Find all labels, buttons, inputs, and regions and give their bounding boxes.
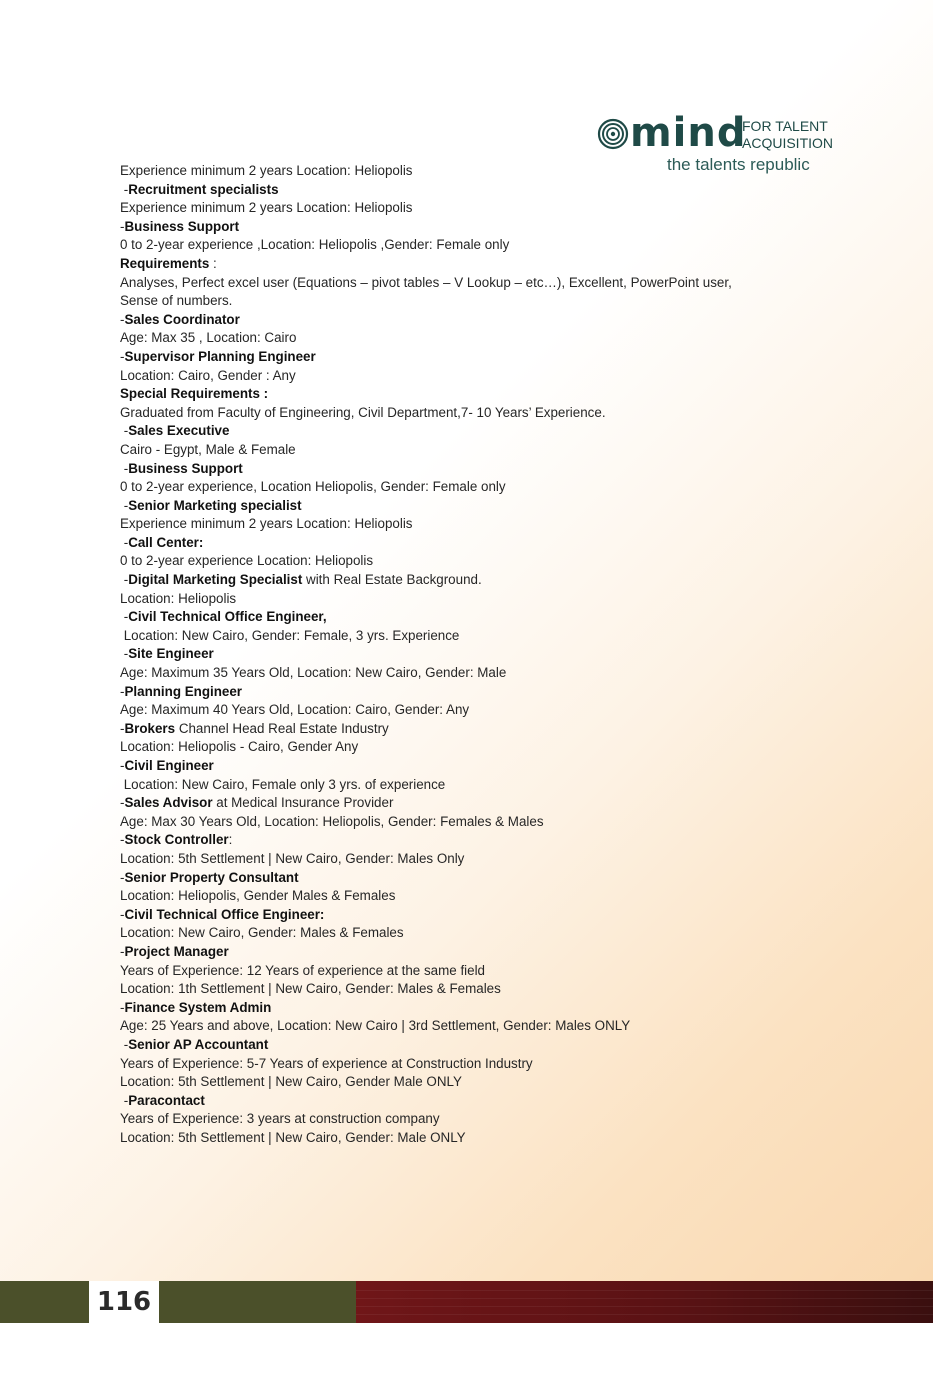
listing-heading-line [120, 255, 840, 274]
listing-heading-line [120, 1036, 840, 1055]
listing-detail-line [120, 515, 840, 534]
bullet-dash: - [120, 758, 125, 773]
job-title: Business Support [124, 218, 240, 234]
footer-stripe [356, 1314, 933, 1315]
job-title: Civil Technical Office Engineer, [128, 609, 327, 625]
job-title: Project Manager [124, 943, 229, 959]
listing-heading-line [120, 869, 840, 888]
detail-text: Location: 5th Settlement | New Cairo, Gender: Males Only [120, 850, 465, 866]
bullet-dash: - [120, 534, 129, 550]
detail-text: Location: New Cairo, Gender: Female, 3 yrs. Experience [120, 627, 460, 643]
listing-detail-line [120, 367, 840, 386]
job-title: Senior Property Consultant [124, 869, 299, 885]
listing-detail-line [120, 627, 840, 646]
bullet-dash: - [120, 1092, 129, 1108]
listing-heading-line [120, 645, 840, 664]
title-suffix: : [209, 255, 217, 271]
bullet-dash: - [120, 683, 125, 699]
listing-detail-line [120, 404, 840, 423]
listing-heading-line [120, 497, 840, 516]
bullet-dash: - [120, 943, 125, 959]
detail-text: Age: Maximum 35 Years Old, Location: New Cairo, Gender: Male [120, 665, 507, 681]
bullet-dash: - [120, 181, 129, 197]
listing-heading-line [120, 794, 840, 813]
listing-detail-line [120, 292, 840, 311]
detail-text: Experience minimum 2 years Location: Heliopolis [120, 200, 413, 216]
job-title: Recruitment specialists [128, 181, 279, 197]
bullet-dash: - [120, 906, 125, 922]
bullet-dash: - [120, 869, 125, 885]
detail-text: Experience minimum 2 years Location: Heliopolis [120, 516, 413, 532]
listing-heading-line [120, 311, 840, 330]
job-title: Civil Technical Office Engineer: [124, 906, 325, 922]
detail-text: 0 to 2-year experience Location: Heliopolis [120, 553, 374, 569]
detail-text: 0 to 2-year experience ,Location: Heliopolis ,Gender: Female only [120, 237, 510, 253]
detail-text: Experience minimum 2 years Location: Heliopolis [120, 163, 413, 178]
detail-text: Sense of numbers. [120, 293, 233, 309]
detail-text: Location: 5th Settlement | New Cairo, Gender: Male ONLY [120, 1129, 466, 1145]
listing-heading-line [120, 999, 840, 1018]
bullet-dash: - [120, 720, 125, 736]
page-number: 116 [89, 1281, 159, 1323]
job-listings [120, 162, 840, 1147]
listing-detail-line [120, 478, 840, 497]
listing-detail-line [120, 738, 840, 757]
detail-text: Location: Heliopolis, Gender Males & Females [120, 888, 396, 904]
listing-detail-line [120, 1110, 840, 1129]
bullet-dash: - [120, 832, 125, 848]
listing-heading-line [120, 571, 840, 590]
detail-text: Location: 1th Settlement | New Cairo, Gender: Males & Females [120, 981, 501, 997]
bullet-dash: - [120, 999, 125, 1015]
listing-heading-line [120, 720, 840, 739]
job-title: Sales Advisor [124, 795, 213, 811]
title-suffix: at Medical Insurance Provider [212, 795, 394, 811]
listing-heading-line [120, 1092, 840, 1111]
listing-heading-line [120, 943, 840, 962]
job-title: Finance System Admin [124, 999, 272, 1015]
listing-detail-line [120, 236, 840, 255]
listing-heading-line [120, 906, 840, 925]
listing-detail-line [120, 329, 840, 348]
logo-brand: mind [630, 110, 747, 156]
title-suffix: : [228, 832, 233, 848]
detail-text: Location: Cairo, Gender : Any [120, 367, 296, 383]
logo-for-text [742, 118, 833, 152]
listing-heading-line [120, 348, 840, 367]
job-title: Supervisor Planning Engineer [124, 348, 316, 364]
detail-text: Years of Experience: 5-7 Years of experience at Construction Industry [120, 1055, 533, 1071]
title-suffix: with Real Estate Background. [302, 572, 482, 588]
listing-detail-line [120, 162, 840, 181]
bullet-dash: - [120, 795, 125, 811]
detail-text: 0 to 2-year experience, Location Heliopolis, Gender: Female only [120, 479, 506, 495]
bullet-dash: - [120, 311, 125, 327]
detail-text: Age: Max 35 , Location: Cairo [120, 330, 297, 346]
listing-heading-line [120, 218, 840, 237]
listing-heading-line [120, 422, 840, 441]
detail-text: Age: Max 30 Years Old, Location: Heliopolis, Gender: Females & Males [120, 813, 544, 829]
detail-text: Graduated from Faculty of Engineering, Civil Department,7- 10 Years’ Experience. [120, 404, 606, 420]
detail-text: Age: Maximum 40 Years Old, Location: Cairo, Gender: Any [120, 702, 470, 718]
bullet-dash: - [120, 646, 129, 662]
detail-text: Location: Heliopolis - Cairo, Gender Any [120, 739, 359, 755]
job-title: Stock Controller [124, 832, 229, 848]
listing-detail-line [120, 924, 840, 943]
listing-detail-line [120, 850, 840, 869]
bullet-dash: - [120, 460, 129, 476]
job-title: Senior Marketing specialist [128, 497, 302, 513]
job-title: Site Engineer [128, 646, 214, 662]
detail-text: Location: Heliopolis [120, 590, 237, 606]
listing-detail-line [120, 776, 840, 795]
footer-stripe [356, 1298, 933, 1299]
footer-bar [0, 1281, 933, 1323]
listing-detail-line [120, 664, 840, 683]
listing-detail-line [120, 980, 840, 999]
detail-text: Location: New Cairo, Gender: Males & Females [120, 925, 404, 941]
footer-maroon-band [356, 1281, 933, 1323]
detail-text: Analyses, Perfect excel user (Equations – pivot tables – V Lookup – etc…), Excellent, PowerPoint user, [120, 274, 732, 290]
job-title: Paracontact [128, 1092, 205, 1108]
job-title: Planning Engineer [124, 683, 243, 699]
detail-text: Years of Experience: 3 years at construction company [120, 1111, 440, 1127]
listing-detail-line [120, 590, 840, 609]
job-title: Business Support [128, 460, 243, 476]
listing-detail-line [120, 962, 840, 981]
job-title: Special Requirements : [120, 386, 269, 402]
listing-detail-line [120, 1017, 840, 1036]
job-title: Sales Coordinator [124, 311, 240, 327]
listing-detail-line [120, 887, 840, 906]
job-title: Civil Engineer [124, 758, 214, 773]
listing-heading-line [120, 385, 840, 404]
listing-detail-line [120, 552, 840, 571]
detail-text: Location: New Cairo, Female only 3 yrs. of experience [120, 776, 446, 792]
job-title: Digital Marketing Specialist [128, 572, 303, 588]
listing-detail-line [120, 199, 840, 218]
job-title: Sales Executive [128, 423, 230, 439]
bullet-dash: - [120, 497, 129, 513]
listing-heading-line [120, 831, 840, 850]
title-suffix: Channel Head Real Estate Industry [175, 720, 389, 736]
listing-detail-line [120, 274, 840, 293]
footer-stripe [356, 1306, 933, 1307]
listing-detail-line [120, 1055, 840, 1074]
listing-detail-line [120, 441, 840, 460]
listing-detail-line [120, 1073, 840, 1092]
listing-heading-line [120, 181, 840, 200]
detail-text: Age: 25 Years and above, Location: New Cairo | 3rd Settlement, Gender: Males ONLY [120, 1018, 631, 1034]
listing-heading-line [120, 757, 840, 776]
detail-text: Cairo - Egypt, Male & Female [120, 441, 296, 457]
listing-heading-line [120, 460, 840, 479]
detail-text: Location: 5th Settlement | New Cairo, Gender Male ONLY [120, 1074, 462, 1090]
bullet-dash: - [120, 348, 125, 364]
job-title: Requirements [120, 255, 210, 271]
bullet-dash: - [120, 572, 129, 588]
footer-stripe [356, 1290, 933, 1291]
detail-text: Years of Experience: 12 Years of experience at the same field [120, 962, 486, 978]
logo-for-line2: ACQUISITION [742, 135, 834, 151]
job-title: Senior AP Accountant [128, 1036, 269, 1052]
logo-for-line1: FOR TALENT [742, 118, 828, 134]
listing-heading-line [120, 683, 840, 702]
job-title: Brokers [124, 720, 176, 736]
listing-heading-line [120, 608, 840, 627]
footer-olive-band [0, 1281, 356, 1323]
listing-heading-line [120, 534, 840, 553]
bullet-dash: - [120, 1036, 129, 1052]
bullet-dash: - [120, 423, 129, 439]
fingerprint-icon [597, 118, 629, 150]
listing-detail-line [120, 701, 840, 720]
job-title: Call Center: [128, 534, 204, 550]
listing-detail-line [120, 1129, 840, 1148]
listing-detail-line [120, 813, 840, 832]
bullet-dash: - [120, 609, 129, 625]
logo-tagline: the talents republic [667, 155, 810, 174]
bullet-dash: - [120, 218, 125, 234]
